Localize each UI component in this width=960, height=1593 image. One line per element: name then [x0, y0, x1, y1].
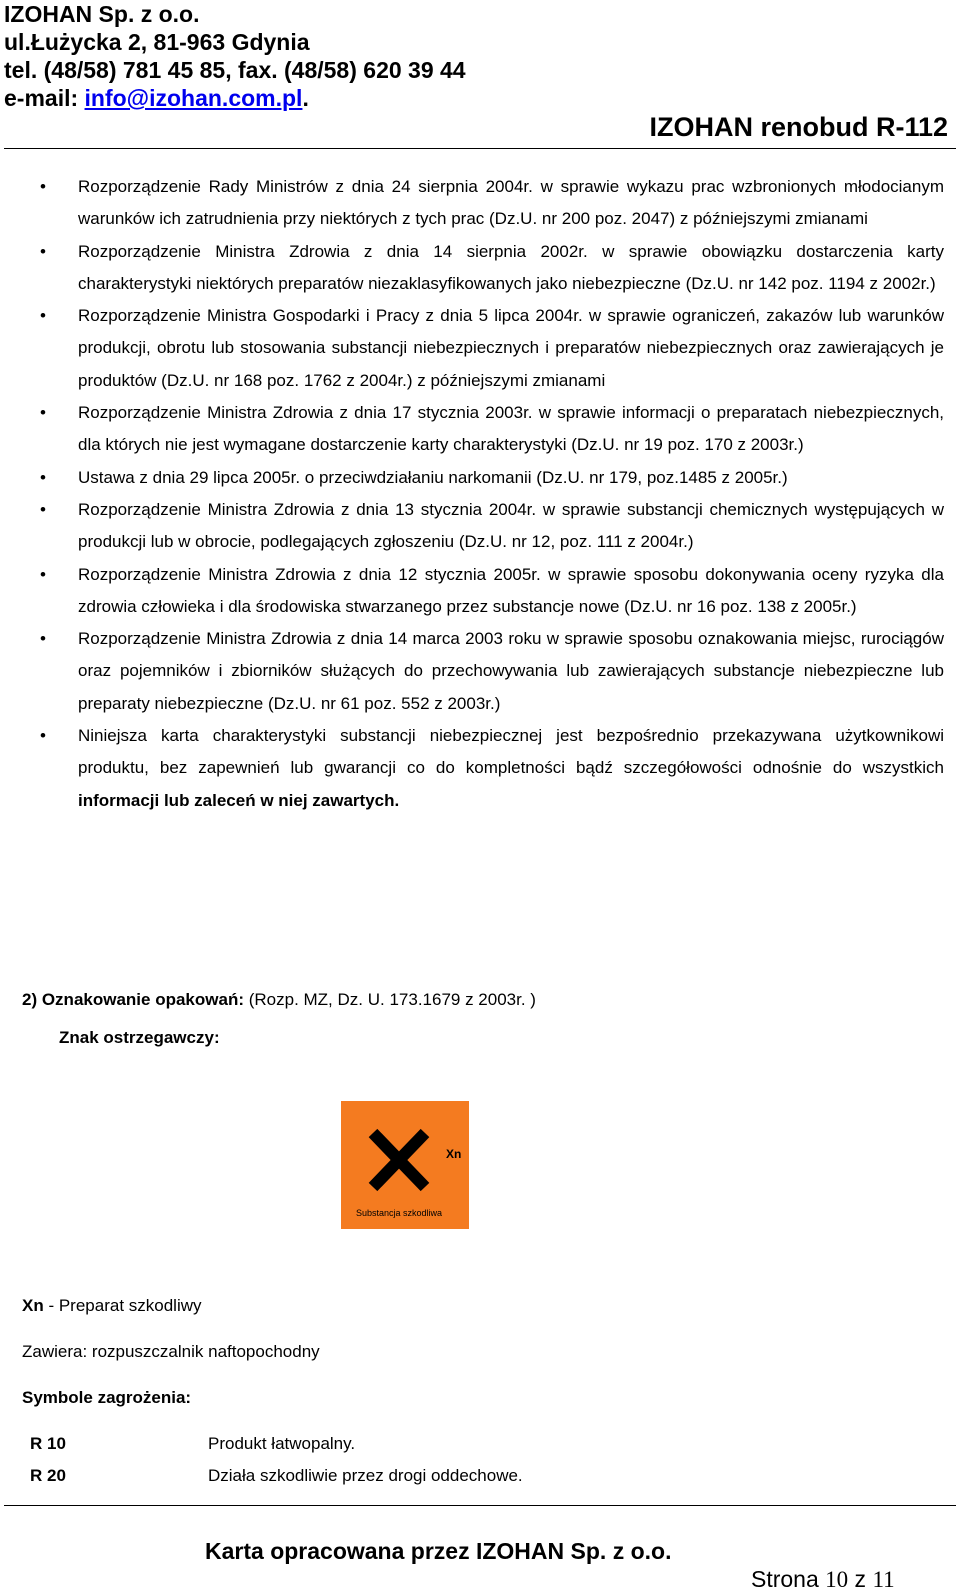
hazard-symbols-heading: Symbole zagrożenia: [22, 1388, 192, 1407]
regulation-text: Rozporządzenie Ministra Zdrowia z dnia 12 stycznia 2005r. w sprawie sposobu dokonywania oceny ryzyka dla zdrowia człowieka i dla środowiska stwarzanego przez substancje nowe (Dz.U. nr 16 poz. 138 z 2005r.) [78, 564, 944, 616]
risk-code: R 20 [30, 1466, 66, 1485]
list-item [40, 462, 944, 494]
xn-code: Xn [22, 1296, 44, 1315]
header-divider [4, 148, 956, 149]
product-title: IZOHAN renobud R-112 [649, 112, 948, 142]
regulation-text: Ustawa z dnia 29 lipca 2005r. o przeciwdziałaniu narkomanii (Dz.U. nr 179, poz.1485 z 2005r.) [78, 467, 788, 487]
page-current: 10 [825, 1567, 849, 1592]
pictogram-caption: Substancja szkodliwa [356, 1208, 443, 1218]
page-number [751, 1566, 895, 1593]
list-item [40, 300, 944, 397]
labeling-heading-ref: (Rozp. MZ, Dz. U. 173.1679 z 2003r. ) [244, 990, 536, 1009]
labeling-heading [22, 990, 536, 1010]
company-phones: tel. (48/58) 781 45 85, fax. (48/58) 620 39 44 [4, 57, 466, 83]
regulation-text: Rozporządzenie Ministra Zdrowia z dnia 13 stycznia 2004r. w sprawie substancji chemicznych występujących w produkcji lub w obrocie, podlegających zgłoszeniu (Dz.U. nr 12, poz. 111 z 2004r.) [78, 499, 944, 552]
regulation-text: Rozporządzenie Ministra Zdrowia z dnia 14 marca 2003 roku w sprawie sposobu oznakowania miejsc, rurociągów oraz pojemników i zbiorników służących do przechowywania lub zawierających substancje niebezpieczne lub preparaty niebezpieczne (Dz.U. nr 61 poz. 552 z 2003r.) [78, 629, 944, 713]
disclaimer-text: Niniejsza karta charakterystyki substancji niebezpiecznej jest bezpośrednio przekazywana użytkownikowi produktu, bez zapewnień lub gwarancji co do kompletności bądź szczegółowości odnośnie do wszystkich [78, 726, 944, 778]
list-item [40, 397, 944, 462]
harmful-pictogram [341, 1101, 469, 1229]
warning-sign-label: Znak ostrzegawczy: [59, 1028, 220, 1047]
regulation-text: Rozporządzenie Ministra Zdrowia z dnia 17 stycznia 2003r. w sprawie informacji o preparatach niebezpiecznych, dla których nie jest wymagane dostarczenie karty charakterystyki (Dz.U. nr 19 poz. 170 z 2003r.) [78, 403, 944, 455]
list-item [40, 236, 944, 301]
company-name: IZOHAN Sp. z o.o. [4, 1, 200, 27]
regulation-text: Rozporządzenie Ministra Gospodarki i Pracy z dnia 5 lipca 2004r. w sprawie ograniczeń, zakazów lub warunków produkcji, obrotu lub stosowania substancji niebezpiecznych i preparatów niebezpiecznych oraz zawierających je produktów (Dz.U. nr 168 poz. 1762 z 2004r.) z późniejszymi zmianami [78, 306, 944, 390]
regulations-list [40, 171, 944, 817]
company-email-line [4, 84, 466, 112]
company-address: ul.Łużycka 2, 81-963 Gdynia [4, 29, 310, 55]
regulation-text: Rozporządzenie Ministra Zdrowia z dnia 14 sierpnia 2002r. w sprawie obowiązku dostarczenia karty charakterystyki niektórych preparatów niezaklasyfikowanych jako niebezpieczne (Dz.U. nr 142 poz. 1194 z 2002r.) [78, 241, 944, 293]
letterhead [4, 0, 466, 112]
regulation-text: Rozporządzenie Rady Ministrów z dnia 24 sierpnia 2004r. w sprawie wykazu prac wzbronionych młodocianym warunków ich zatrudnienia przy niektórych z tych prac (Dz.U. nr 200 poz. 2047) z późniejszymi zmianami [78, 177, 944, 229]
list-item [40, 171, 944, 236]
contains-text: Zawiera: rozpuszczalnik naftopochodny [22, 1342, 320, 1361]
xn-description [22, 1296, 202, 1316]
list-item [40, 559, 944, 624]
footer-prepared-by: Karta opracowana przez IZOHAN Sp. z o.o. [205, 1538, 672, 1564]
email-link[interactable]: info@izohan.com.pl [84, 85, 303, 111]
list-item [40, 494, 944, 559]
pictogram-code: Xn [446, 1147, 462, 1161]
xn-text: - Preparat szkodliwy [43, 1296, 202, 1315]
page-of: z [848, 1566, 873, 1592]
labeling-heading-bold: 2) Oznakowanie opakowań: [22, 990, 244, 1009]
list-item [40, 720, 944, 817]
footer-divider [4, 1505, 956, 1506]
risk-description: Działa szkodliwie przez drogi oddechowe. [208, 1466, 523, 1485]
email-label: e-mail: [4, 85, 85, 111]
disclaimer-bold-tail: informacji lub zaleceń w niej zawartych. [78, 790, 400, 810]
page-total: 11 [872, 1567, 895, 1592]
risk-description: Produkt łatwopalny. [208, 1434, 356, 1453]
list-item [40, 623, 944, 720]
page-word: Strona [751, 1566, 826, 1592]
risk-code: R 10 [30, 1434, 66, 1453]
email-suffix: . [302, 85, 309, 111]
